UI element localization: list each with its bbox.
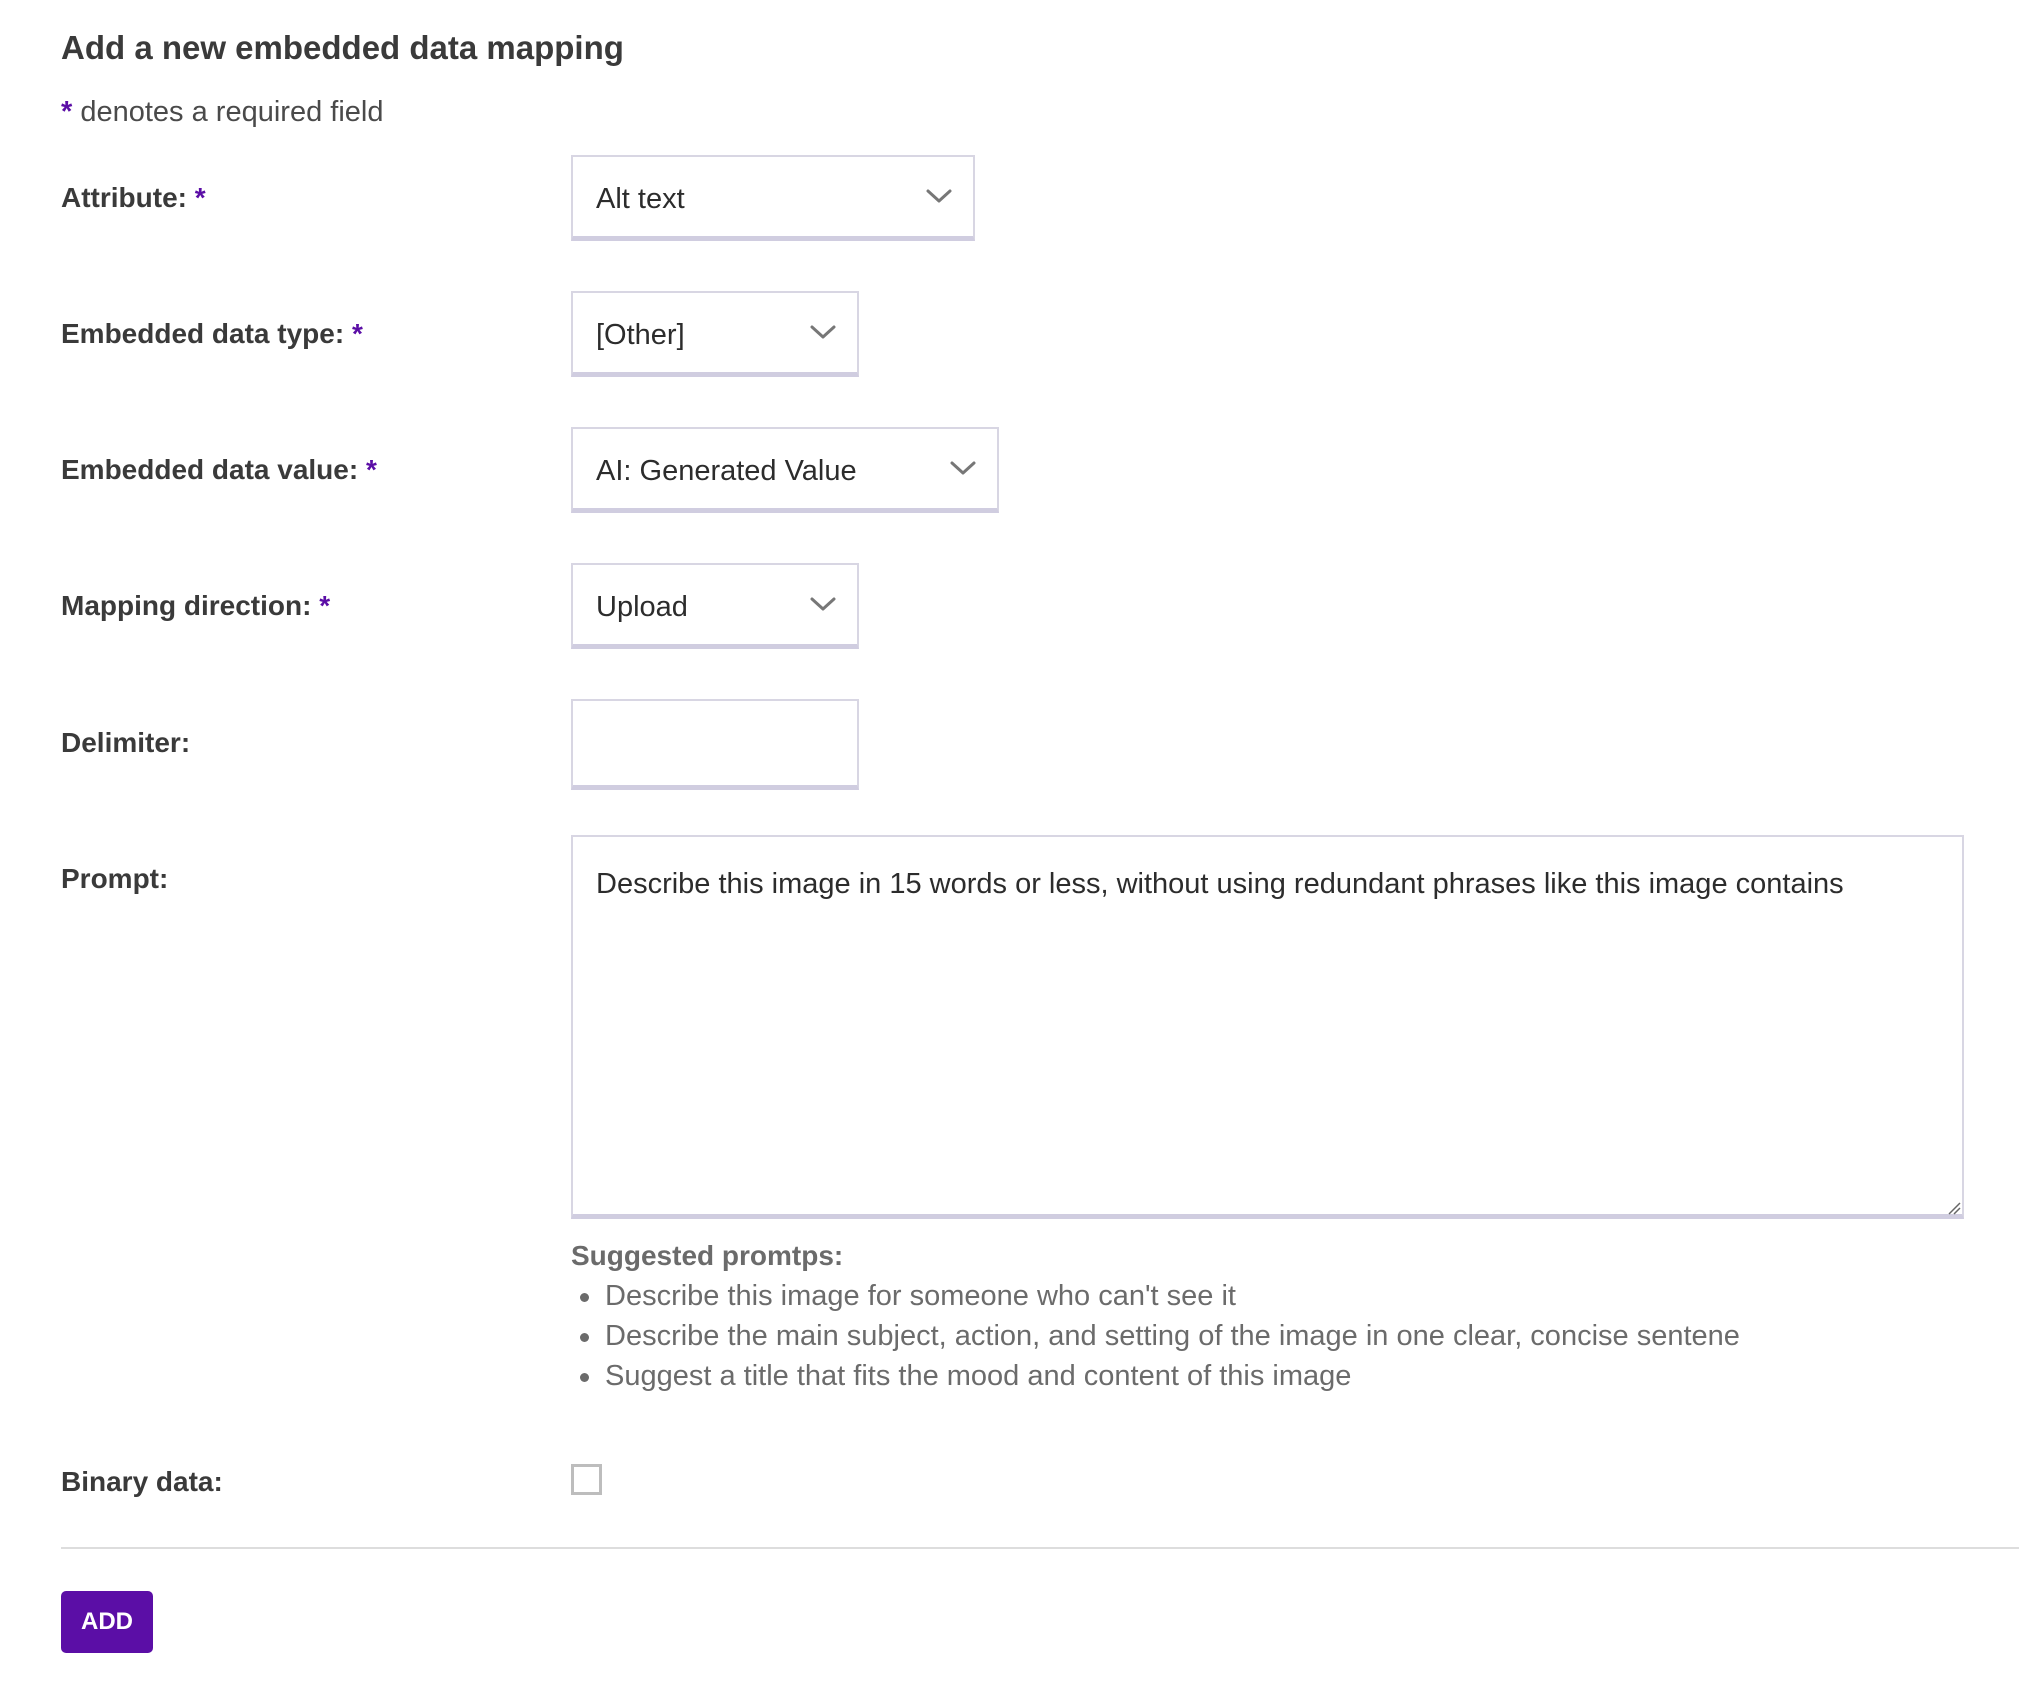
resize-grip-icon[interactable] <box>1947 1201 1961 1215</box>
embedded-data-type-select[interactable] <box>571 291 859 377</box>
delimiter-label <box>61 723 190 763</box>
suggested-prompt-item[interactable]: Describe this image for someone who can't see it <box>571 1276 1740 1316</box>
attribute-label-text: Attribute: <box>61 182 187 213</box>
embedded-data-type-select-value: [Other] <box>596 319 685 351</box>
suggested-prompts-heading: Suggested promtps: <box>571 1240 844 1271</box>
binary-data-label-text: Binary data: <box>61 1466 223 1497</box>
prompt-label <box>61 859 168 899</box>
add-button[interactable]: ADD <box>61 1591 153 1653</box>
required-star: * <box>319 590 331 621</box>
embedded-data-value-select[interactable] <box>571 427 999 513</box>
embedded-data-value-label <box>61 450 377 490</box>
required-star: * <box>365 454 377 485</box>
required-note-text: denotes a required field <box>80 96 384 128</box>
mapping-direction-select-value: Upload <box>596 591 688 623</box>
suggested-prompt-item[interactable]: Describe the main subject, action, and setting of the image in one clear, concise sentene <box>571 1316 1740 1356</box>
chevron-down-icon <box>925 186 953 206</box>
mapping-direction-label-text: Mapping direction: <box>61 590 312 621</box>
form-divider <box>61 1547 2019 1549</box>
attribute-select-value: Alt text <box>596 183 685 215</box>
delimiter-input[interactable] <box>571 699 859 790</box>
prompt-label-text: Prompt: <box>61 863 169 894</box>
page-title: Add a new embedded data mapping <box>61 29 624 66</box>
binary-data-label <box>61 1462 223 1502</box>
delimiter-label-text: Delimiter: <box>61 727 191 758</box>
embedded-data-value-label-text: Embedded data value: <box>61 454 359 485</box>
suggested-prompts-list <box>571 1276 1740 1396</box>
embedded-data-type-label <box>61 314 363 354</box>
chevron-down-icon <box>949 458 977 478</box>
embedded-data-value-select-value: AI: Generated Value <box>596 455 857 487</box>
required-star: * <box>351 318 363 349</box>
prompt-textarea[interactable] <box>571 835 1964 1219</box>
embedded-data-type-label-text: Embedded data type: <box>61 318 345 349</box>
attribute-label <box>61 178 206 218</box>
mapping-direction-label <box>61 586 330 626</box>
required-star: * <box>194 182 206 213</box>
binary-data-checkbox[interactable] <box>571 1464 602 1495</box>
chevron-down-icon <box>809 594 837 614</box>
suggested-prompt-item[interactable]: Suggest a title that fits the mood and content of this image <box>571 1356 1740 1396</box>
required-field-note <box>61 92 383 132</box>
chevron-down-icon <box>809 322 837 342</box>
required-star: * <box>61 96 73 128</box>
mapping-direction-select[interactable] <box>571 563 859 649</box>
attribute-select[interactable] <box>571 155 975 241</box>
